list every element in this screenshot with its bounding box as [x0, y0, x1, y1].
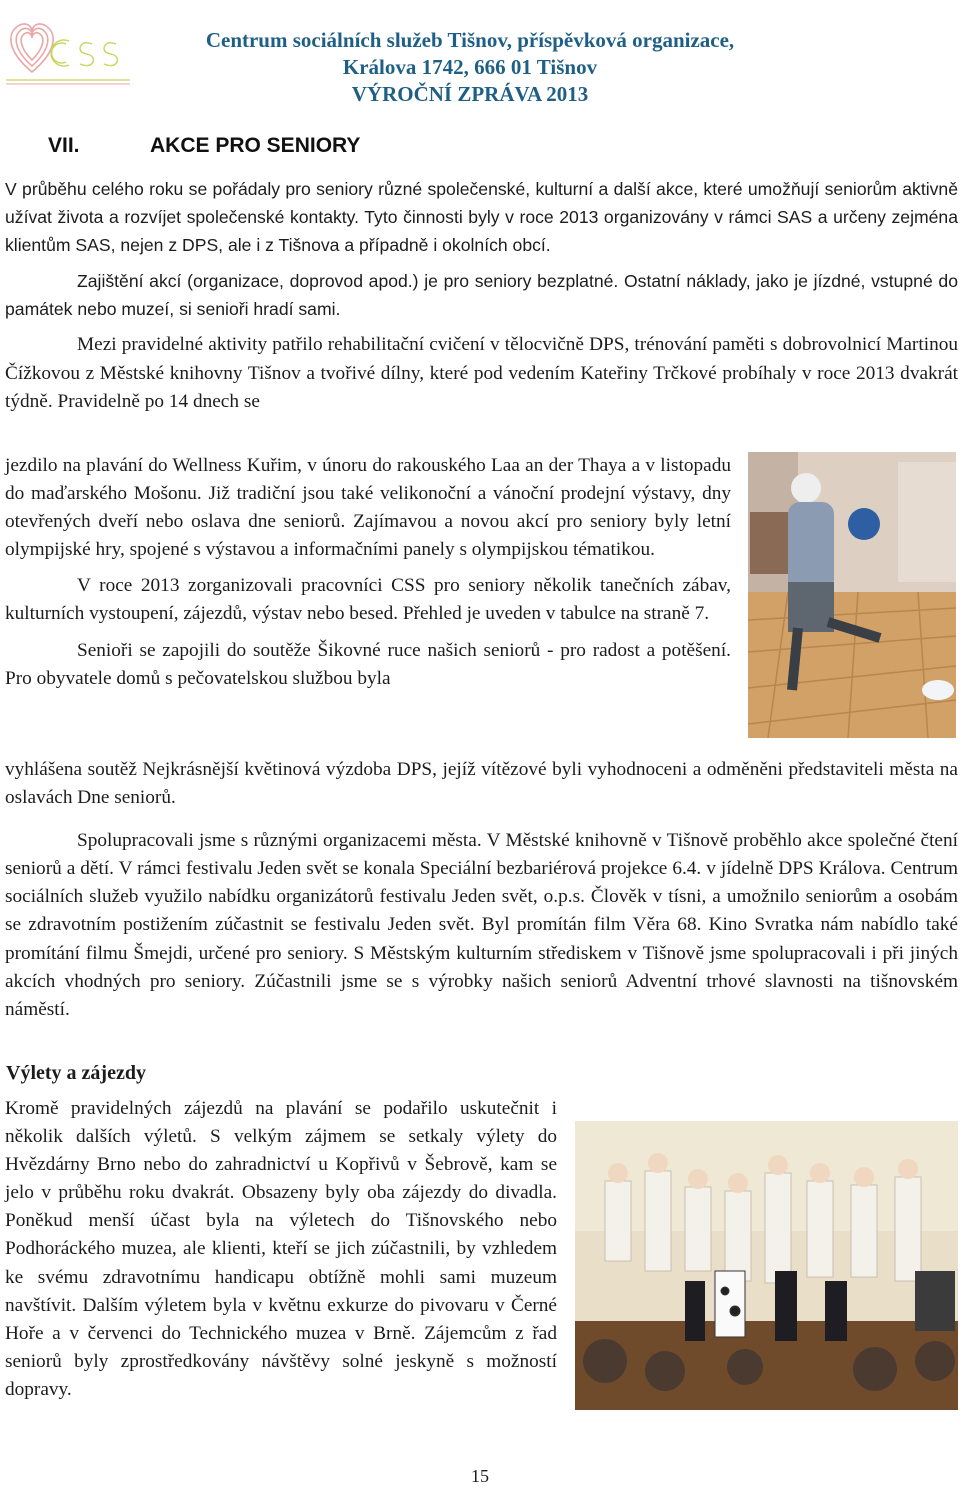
paragraph-competition-cont: vyhlášena soutěž Nejkrásnější květinová výzdoba DPS, jejíž vítězové byli vyhodnoceni a odměněni představiteli města na oslavách Dne seniorů. — [5, 759, 958, 809]
paragraph-intro: V průběhu celého roku se pořádaly pro seniory různé společenské, kulturní a další akce, které umožňují seniorům aktivně užívat života a rozvíjet společenské kontakty. Tyto činnosti byly v roce 2013 organizovány v rámci SAS a určeny zejména klientům SAS, nejen z DPS, ale i z Tišnova a případně i okolních obcí. — [5, 179, 958, 256]
paragraph-activities-cont: jezdilo na plavání do Wellness Kuřim, v únoru do rakouského Laa an der Thaya a v listopadu do maďarského Mošonu. Již tradiční jsou také velikonoční a vánoční prodejní výstavy, dny otevřených dveří nebo oslava dne seniorů. Zajímavou a novou akcí pro seniory byly letní olympijské hry, spojené s výstavou a informačními panely s olympijskou tématikou. — [5, 455, 731, 561]
paragraph-cooperation: Spolupracovali jsme s různými organizacemi města. V Městské knihovně v Tišnově proběhlo akce společné čtení seniorů a dětí. V rámci festivalu Jeden svět se konala Speciální bezbariérová projekce 6.4. v jídelně DPS Králova. Centrum sociálních služeb využilo nabídku organizátorů festivalu Jeden svět, o.p.s. Člověk v tísni, a umožnilo seniorům a osobám se zdravotním postižením zúčastnit se festivalu Jeden svět. Byl promítán film Věra 68. Kino Svratka nám nabídlo také promítání filmu Šmejdi, určené pro seniory. S Městským kulturním střediskem v Tišnově jsme spolupracovali i při jiných akcích vhodných pro seniory. Zúčastnili jsme se s výrobky našich seniorů Adventní trhové slavnosti na tišnovském náměstí. — [5, 830, 958, 1020]
paragraph-trips: Kromě pravidelných zájezdů na plavání se podařilo uskutečnit i několik dalších výletů. S velkým zájmem se setkaly výlety do Hvězdárny Brno nebo do zahradnictví u Kopřivů v Šebrově, kam se jelo v průběhu roku dvakrát. Obsazeny byly oba zájezdy do divadla. Poněkud menší účast byla na výletech do Tišnovského nebo Podhoráckého muzea, ale klienti, kteří se jich zúčastnili, by vzhledem ke svému zdravotnímu handicapu obtížně mohli sami muzeum navštívit. Dalším výletem byla v květnu exkurze do pivovaru v Černé Hoře a v červenci do Technického muzea v Brně. Zájemcům z řad seniorů byly zprostředkovány návštěvy solné jeskyně s možností dopravy. — [5, 1098, 557, 1400]
photo-senior-exercise — [748, 452, 956, 738]
header-report-title: VÝROČNÍ ZPRÁVA 2013 — [351, 82, 589, 106]
chapter-number: VII. — [48, 134, 80, 157]
page-number: 15 — [471, 1466, 489, 1486]
paragraph-competition: Senioři se zapojili do soutěže Šikovné ruce našich seniorů - pro radost a potěšení. Pro obyvatele domů s pečovatelskou službou byla — [5, 639, 731, 689]
section-subheading: Výlety a zájezdy — [6, 1062, 146, 1084]
competition-text — [5, 756, 958, 1024]
paragraph-events: V roce 2013 zorganizovali pracovníci CSS pro seniory několik tanečních zábav, kulturních vystoupení, zájezdů, výstav nebo besed. Přehled je uveden v tabulce na straně 7. — [5, 575, 731, 625]
photo-children-performance — [575, 1121, 958, 1410]
trips-text — [5, 1095, 557, 1404]
css-logo — [2, 8, 134, 96]
intro-text — [5, 175, 958, 416]
paragraph-costs: Zajištění akcí (organizace, doprovod apod.) je pro seniory bezplatné. Ostatní náklady, jako je jízdné, vstupné do památek nebo muzeí, si senioři hradí sami. — [5, 271, 958, 320]
chapter-title: AKCE PRO SENIORY — [150, 134, 361, 157]
header-address: Králova 1742, 666 01 Tišnov — [342, 55, 598, 79]
activities-text — [5, 452, 731, 693]
report-header — [160, 27, 780, 108]
header-organization: Centrum sociálních služeb Tišnov, příspěvková organizace, — [205, 28, 735, 52]
paragraph-regular-activities: Mezi pravidelné aktivity patřilo rehabilitační cvičení v tělocvičně DPS, trénování paměti s dobrovolnicí Martinou Čížkovou z Městské knihovny Tišnov a tvořivé dílny, které pod vedením Kateřiny Trčkové probíhaly v roce 2013 dvakrát týdně. Pravidelně po 14 dnech se — [5, 334, 958, 412]
heart-icon — [11, 24, 53, 72]
